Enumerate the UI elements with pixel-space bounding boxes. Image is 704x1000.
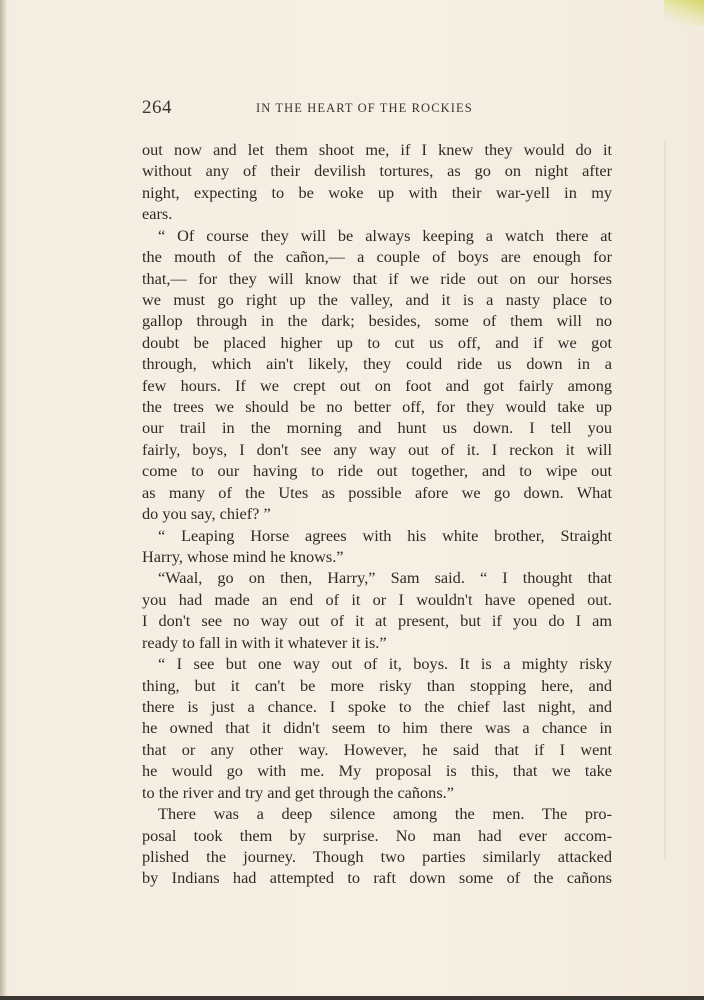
text-line: our trail in the morning and hunt us down. I tell you	[142, 418, 612, 438]
text-line: night, expecting to be woke up with their war-yell in my	[142, 182, 612, 202]
text-line: the trees we should be no better off, for they would take up	[142, 397, 612, 417]
text-line: out now and let them shoot me, if I knew they would do it	[142, 140, 612, 159]
text-line: There was a deep silence among the men. The pro-	[158, 804, 612, 824]
text-line: ears.	[142, 204, 173, 224]
text-line: fairly, boys, I don't see any way out of it. I reckon it will	[142, 439, 612, 459]
text-line: that or any other way. However, he said that if I went	[142, 739, 612, 759]
text-line: do you say, chief? ”	[142, 504, 271, 524]
page-bottom-edge	[0, 996, 704, 1000]
text-line: to the river and try and get through the cañons.”	[142, 782, 454, 802]
text-line: I don't see no way out of it at present, but if you do I am	[142, 611, 612, 631]
page-smudge	[664, 140, 666, 860]
text-line: there is just a chance. I spoke to the chief last night, and	[142, 696, 612, 716]
running-title: IN THE HEART OF THE ROCKIES	[256, 101, 473, 115]
text-line: doubt be placed higher up to cut us off, and if we got	[142, 332, 612, 352]
text-line: ready to fall in with it whatever it is.”	[142, 632, 387, 652]
page-corner-stain	[664, 0, 704, 26]
running-head	[142, 97, 612, 121]
text-line: that,— for they will know that if we ride out on our horses	[142, 268, 612, 288]
text-line: the mouth of the cañon,— a couple of boys are enough for	[142, 247, 612, 267]
text-line: “ Of course they will be always keeping a watch there at	[158, 225, 612, 245]
text-line: you had made an end of it or I wouldn't have opened out.	[142, 589, 612, 609]
text-line: posal took them by surprise. No man had ever accom-	[142, 825, 612, 845]
body-text	[142, 139, 612, 889]
text-line: by Indians had attempted to raft down some of the cañons	[142, 868, 612, 888]
text-line: Harry, whose mind he knows.”	[142, 547, 344, 567]
text-line: we must go right up the valley, and it is a nasty place to	[142, 289, 612, 309]
text-line: few hours. If we crept out on foot and got fairly among	[142, 375, 612, 395]
text-line: without any of their devilish tortures, as go on night after	[142, 161, 612, 181]
text-line: he owned that it didn't seem to him there was a chance in	[142, 718, 612, 738]
text-line: come to our having to ride out together, and to wipe out	[142, 461, 612, 481]
page-left-edge	[0, 0, 6, 1000]
text-line: “ I see but one way out of it, boys. It is a mighty risky	[158, 654, 612, 674]
text-line: “Waal, go on then, Harry,” Sam said. “ I thought that	[158, 568, 612, 588]
page-number: 264	[142, 97, 172, 118]
text-line: as many of the Utes as possible afore we go down. What	[142, 482, 612, 502]
text-line: he would go with me. My proposal is this, that we take	[142, 761, 612, 781]
text-line: “ Leaping Horse agrees with his white brother, Straight	[158, 525, 612, 545]
text-line: plished the journey. Though two parties similarly attacked	[142, 846, 612, 866]
text-line: gallop through in the dark; besides, some of them will no	[142, 311, 612, 331]
text-line: thing, but it can't be more risky than stopping here, and	[142, 675, 612, 695]
text-line: through, which ain't likely, they could ride us down in a	[142, 354, 612, 374]
